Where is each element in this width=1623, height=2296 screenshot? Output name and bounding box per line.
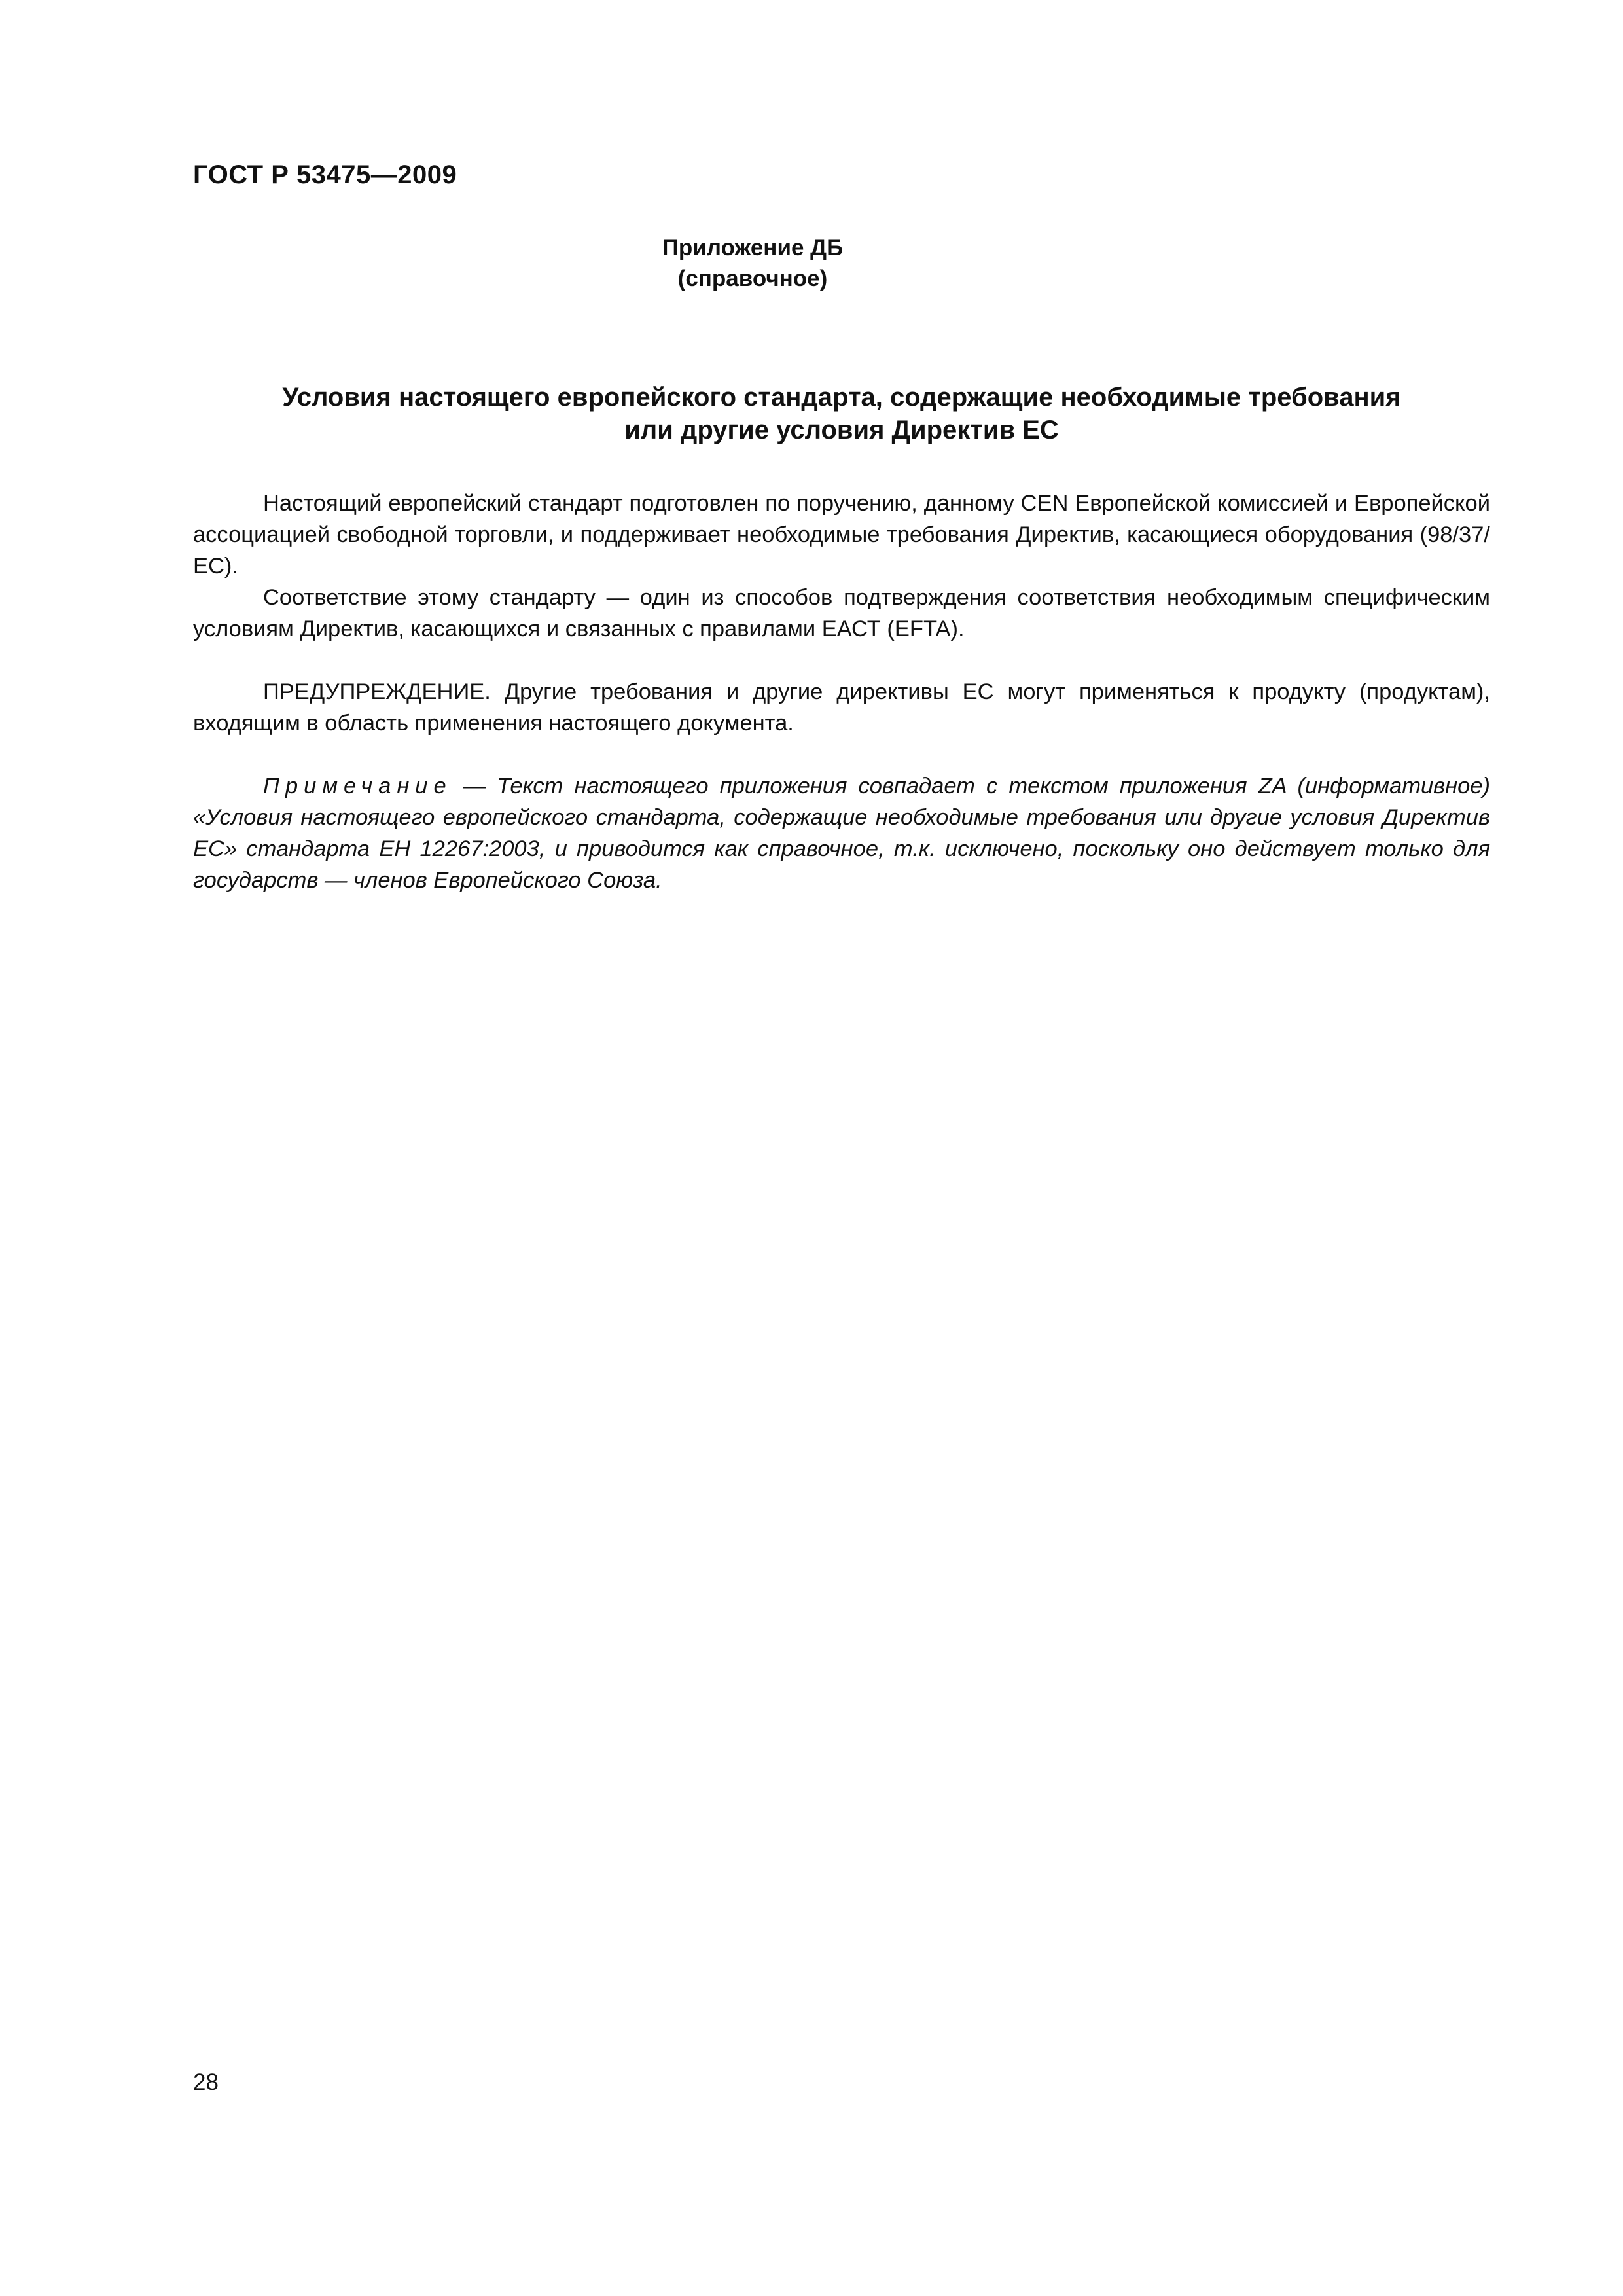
section-title [193,381,1490,446]
note-paragraph [193,770,1490,896]
section-title-line-2: или другие условия Директив ЕС [624,416,1059,444]
note-label: Примечание [263,774,452,798]
paragraph-warning: ПРЕДУПРЕЖДЕНИЕ. Другие требования и другие директивы ЕС могут применяться к продукту (продуктам), входящим в область применения настоящего документа. [193,679,1490,736]
paragraph-conformity: Соответствие этому стандарту — один из способов подтверждения соответствия необходимым специфическим условиям Директив, касающихся и связанных с правилами ЕАСТ (EFTA). [193,585,1490,641]
spacer [193,645,1490,676]
paragraph-scope: Настоящий европейский стандарт подготовлен по поручению, данному CEN Европейской комиссией и Европейской ассоциацией свободной торговли, и поддерживает необходимые требования Директив, касающиеся оборудования (98/37/ЕС). [193,491,1490,579]
page-number: 28 [193,2070,219,2095]
spacer [193,739,1490,770]
section-title-line-1: Условия настоящего европейского стандарта, содержащие необходимые требования [282,383,1401,412]
document-code: ГОСТ Р 53475—2009 [193,160,457,189]
note-text: — Текст настоящего приложения совпадает с текстом приложения ZA (информативное) «Условия настоящего европейского стандарта, содержащие необходимые требования или другие условия Директив ЕС» стандарта ЕН 12267:2003, и приводится как справочное, т.к. исключено, поскольку оно действует только для государств — членов Европейского Союза. [193,774,1490,893]
document-body [193,488,1490,896]
annex-label: Приложение ДБ [662,235,844,260]
annex-heading [556,232,949,294]
annex-status: (справочное) [677,266,828,291]
